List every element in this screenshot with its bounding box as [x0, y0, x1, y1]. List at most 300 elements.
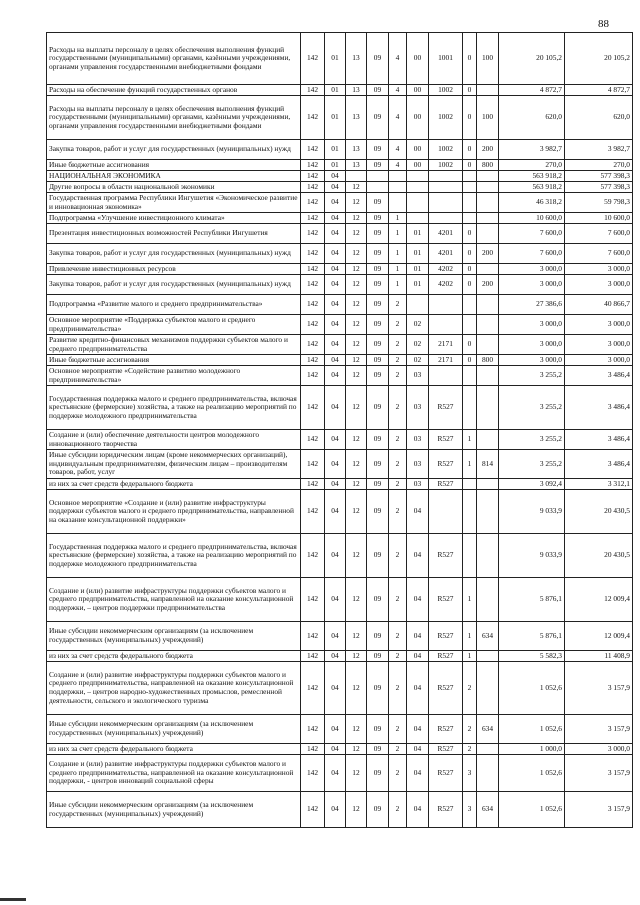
- amount-year-1: 620,0: [499, 96, 565, 140]
- code-subsection: 12: [346, 224, 367, 244]
- amount-year-2: 620,0: [565, 96, 633, 140]
- code-program: [367, 182, 389, 193]
- code-direction: [429, 193, 463, 213]
- code-subprogram: 2: [389, 355, 407, 366]
- code-event: 00: [407, 85, 429, 96]
- code-subsection: 12: [346, 578, 367, 622]
- row-name: Закупка товаров, работ и услуг для государственных (муниципальных) нужд: [47, 275, 301, 295]
- code-direction: R527: [429, 755, 463, 792]
- code-subprogram: [389, 182, 407, 193]
- table-row: [47, 315, 633, 335]
- code-sub: 1: [463, 430, 477, 450]
- code-program: 09: [367, 578, 389, 622]
- code-event: 00: [407, 140, 429, 160]
- code-expense-type: 634: [477, 622, 499, 651]
- code-sub: [463, 171, 477, 182]
- code-program: 09: [367, 366, 389, 386]
- code-sub: [463, 386, 477, 430]
- code-admin: 142: [301, 755, 325, 792]
- code-direction: R527: [429, 578, 463, 622]
- code-direction: 1002: [429, 140, 463, 160]
- amount-year-1: 46 318,2: [499, 193, 565, 213]
- code-subsection: 12: [346, 244, 367, 264]
- code-program: 09: [367, 140, 389, 160]
- code-subprogram: 2: [389, 534, 407, 578]
- amount-year-1: 3 000,0: [499, 355, 565, 366]
- code-subsection: 12: [346, 755, 367, 792]
- amount-year-2: 3 486,4: [565, 366, 633, 386]
- row-name: Создание и (или) развитие инфраструктуры поддержки субъектов малого и среднего предпринимательства, направленной на оказание консультационной поддержки, - центров инноваций социальной сферы: [47, 755, 301, 792]
- code-sub: 1: [463, 450, 477, 479]
- amount-year-1: 3 000,0: [499, 275, 565, 295]
- code-subsection: 13: [346, 85, 367, 96]
- code-sub: [463, 479, 477, 490]
- code-section: 04: [325, 622, 346, 651]
- code-section: 04: [325, 755, 346, 792]
- code-direction: 1002: [429, 85, 463, 96]
- code-event: [407, 171, 429, 182]
- code-admin: 142: [301, 264, 325, 275]
- table-row: [47, 244, 633, 264]
- amount-year-2: 3 000,0: [565, 275, 633, 295]
- code-subprogram: 4: [389, 33, 407, 85]
- code-event: 01: [407, 264, 429, 275]
- amount-year-2: 3 486,4: [565, 430, 633, 450]
- code-program: 09: [367, 224, 389, 244]
- amount-year-2: 3 486,4: [565, 386, 633, 430]
- code-direction: 1002: [429, 96, 463, 140]
- code-direction: [429, 490, 463, 534]
- code-admin: 142: [301, 355, 325, 366]
- code-program: 09: [367, 213, 389, 224]
- code-direction: R527: [429, 430, 463, 450]
- code-subprogram: 2: [389, 430, 407, 450]
- code-subprogram: 4: [389, 96, 407, 140]
- code-subprogram: 2: [389, 366, 407, 386]
- code-sub: 0: [463, 140, 477, 160]
- amount-year-1: 270,0: [499, 160, 565, 171]
- code-subsection: 12: [346, 792, 367, 828]
- code-expense-type: [477, 193, 499, 213]
- code-program: 09: [367, 33, 389, 85]
- code-admin: 142: [301, 479, 325, 490]
- code-admin: 142: [301, 295, 325, 315]
- amount-year-1: 3 255,2: [499, 430, 565, 450]
- code-subprogram: 2: [389, 578, 407, 622]
- code-section: 04: [325, 715, 346, 744]
- code-subprogram: 2: [389, 386, 407, 430]
- table-row: [47, 355, 633, 366]
- code-section: 04: [325, 430, 346, 450]
- code-expense-type: 800: [477, 355, 499, 366]
- amount-year-2: 3 486,4: [565, 450, 633, 479]
- row-name: Создание и (или) развитие инфраструктуры поддержки субъектов малого и среднего предпринимательства, направленной на оказание консультационной поддержки, – центров поддержки предпринимательства: [47, 578, 301, 622]
- amount-year-2: 577 398,3: [565, 182, 633, 193]
- code-direction: [429, 182, 463, 193]
- code-admin: 142: [301, 171, 325, 182]
- code-direction: [429, 315, 463, 335]
- amount-year-2: 20 105,2: [565, 33, 633, 85]
- code-section: 04: [325, 213, 346, 224]
- code-sub: 0: [463, 355, 477, 366]
- amount-year-2: 20 430,5: [565, 534, 633, 578]
- code-subsection: 12: [346, 213, 367, 224]
- code-subprogram: 2: [389, 662, 407, 715]
- code-subsection: 12: [346, 264, 367, 275]
- code-program: 09: [367, 534, 389, 578]
- code-section: 04: [325, 264, 346, 275]
- code-program: 09: [367, 386, 389, 430]
- code-program: 09: [367, 490, 389, 534]
- amount-year-1: 5 876,1: [499, 578, 565, 622]
- code-section: 04: [325, 479, 346, 490]
- code-event: 04: [407, 755, 429, 792]
- code-subprogram: 2: [389, 295, 407, 315]
- code-subsection: 12: [346, 182, 367, 193]
- code-subsection: 12: [346, 295, 367, 315]
- code-sub: [463, 193, 477, 213]
- amount-year-1: 3 000,0: [499, 264, 565, 275]
- code-sub: 3: [463, 755, 477, 792]
- amount-year-1: 3 255,2: [499, 366, 565, 386]
- table-row: [47, 430, 633, 450]
- amount-year-1: 3 092,4: [499, 479, 565, 490]
- budget-table: [46, 32, 633, 828]
- code-program: 09: [367, 430, 389, 450]
- amount-year-2: 12 009,4: [565, 622, 633, 651]
- code-expense-type: [477, 662, 499, 715]
- code-direction: R527: [429, 715, 463, 744]
- row-name: Расходы на обеспечение функций государственных органов: [47, 85, 301, 96]
- code-subsection: 12: [346, 430, 367, 450]
- code-section: 04: [325, 744, 346, 755]
- amount-year-2: 7 600,0: [565, 224, 633, 244]
- code-expense-type: [477, 224, 499, 244]
- table-row: [47, 366, 633, 386]
- row-name: Подпрограмма «Развитие малого и среднего предпринимательства»: [47, 295, 301, 315]
- code-event: 01: [407, 244, 429, 264]
- code-admin: 142: [301, 651, 325, 662]
- code-expense-type: 814: [477, 450, 499, 479]
- code-subprogram: 2: [389, 792, 407, 828]
- row-name: Иные субсидии некоммерческим организациям (за исключением государственных (муниципальных) учреждений): [47, 792, 301, 828]
- code-direction: [429, 171, 463, 182]
- code-section: 01: [325, 140, 346, 160]
- row-name: Государственная поддержка малого и среднего предпринимательства, включая крестьянские (фермерские) хозяйства, а также на реализацию мероприятий по поддержке молодежного предпринимательства: [47, 386, 301, 430]
- code-event: [407, 182, 429, 193]
- amount-year-1: 7 600,0: [499, 244, 565, 264]
- table-row: [47, 182, 633, 193]
- code-section: 04: [325, 450, 346, 479]
- code-sub: 0: [463, 224, 477, 244]
- code-expense-type: [477, 386, 499, 430]
- code-direction: 1002: [429, 160, 463, 171]
- code-event: 03: [407, 386, 429, 430]
- amount-year-2: 3 157,9: [565, 755, 633, 792]
- table-row: [47, 140, 633, 160]
- code-subsection: 12: [346, 366, 367, 386]
- code-sub: 0: [463, 85, 477, 96]
- code-event: [407, 193, 429, 213]
- amount-year-2: 10 600,0: [565, 213, 633, 224]
- row-name: Привлечение инвестиционных ресурсов: [47, 264, 301, 275]
- code-subsection: 13: [346, 140, 367, 160]
- code-sub: 0: [463, 244, 477, 264]
- code-sub: [463, 366, 477, 386]
- row-name: Иные субсидии юридическим лицам (кроме некоммерческих организаций), индивидуальным предпринимателям, физическим лицам – производителям товаров, работ, услуг: [47, 450, 301, 479]
- code-sub: 1: [463, 651, 477, 662]
- code-event: [407, 295, 429, 315]
- code-subsection: 12: [346, 715, 367, 744]
- table-row: [47, 578, 633, 622]
- amount-year-2: 20 430,5: [565, 490, 633, 534]
- row-name: Основное мероприятие «Содействие развитию молодежного предпринимательства»: [47, 366, 301, 386]
- code-event: 03: [407, 479, 429, 490]
- code-subsection: 12: [346, 275, 367, 295]
- code-subprogram: 2: [389, 490, 407, 534]
- amount-year-1: 4 872,7: [499, 85, 565, 96]
- code-expense-type: [477, 578, 499, 622]
- code-program: 09: [367, 264, 389, 275]
- amount-year-1: 1 052,6: [499, 792, 565, 828]
- code-expense-type: [477, 430, 499, 450]
- table-row: [47, 171, 633, 182]
- code-event: 04: [407, 651, 429, 662]
- code-section: 04: [325, 275, 346, 295]
- code-subprogram: 1: [389, 213, 407, 224]
- code-subsection: 12: [346, 479, 367, 490]
- code-subprogram: [389, 193, 407, 213]
- table-row: [47, 160, 633, 171]
- amount-year-1: 3 000,0: [499, 335, 565, 355]
- code-direction: R527: [429, 651, 463, 662]
- code-admin: 142: [301, 450, 325, 479]
- code-sub: 1: [463, 622, 477, 651]
- code-section: 04: [325, 171, 346, 182]
- code-program: 09: [367, 244, 389, 264]
- code-expense-type: 634: [477, 792, 499, 828]
- code-expense-type: [477, 85, 499, 96]
- code-subsection: 12: [346, 315, 367, 335]
- code-subprogram: 2: [389, 450, 407, 479]
- code-expense-type: 100: [477, 96, 499, 140]
- code-sub: 0: [463, 264, 477, 275]
- code-event: 04: [407, 534, 429, 578]
- code-direction: R527: [429, 744, 463, 755]
- code-sub: 2: [463, 744, 477, 755]
- code-expense-type: [477, 479, 499, 490]
- code-direction: R527: [429, 534, 463, 578]
- code-section: 04: [325, 315, 346, 335]
- code-section: 04: [325, 335, 346, 355]
- code-program: 09: [367, 193, 389, 213]
- code-program: 09: [367, 792, 389, 828]
- scan-mark: [0, 898, 26, 901]
- amount-year-2: 3 157,9: [565, 715, 633, 744]
- code-subsection: 12: [346, 335, 367, 355]
- row-name: Иные бюджетные ассигнования: [47, 160, 301, 171]
- code-event: 04: [407, 490, 429, 534]
- amount-year-2: 3 000,0: [565, 264, 633, 275]
- code-expense-type: [477, 182, 499, 193]
- code-admin: 142: [301, 182, 325, 193]
- code-expense-type: 634: [477, 715, 499, 744]
- row-name: НАЦИОНАЛЬНАЯ ЭКОНОМИКА: [47, 171, 301, 182]
- code-sub: 3: [463, 792, 477, 828]
- code-expense-type: [477, 366, 499, 386]
- code-subsection: 13: [346, 33, 367, 85]
- code-event: 04: [407, 578, 429, 622]
- table-row: [47, 264, 633, 275]
- code-subprogram: 1: [389, 244, 407, 264]
- code-event: 03: [407, 430, 429, 450]
- code-section: 01: [325, 160, 346, 171]
- row-name: Расходы на выплаты персоналу в целях обеспечения выполнения функций государственными (муниципальными) органами, казёнными учреждениями, органами управления государственными внебюджетными фондами: [47, 33, 301, 85]
- code-admin: 142: [301, 140, 325, 160]
- code-expense-type: 200: [477, 275, 499, 295]
- code-sub: [463, 213, 477, 224]
- table-row: [47, 651, 633, 662]
- code-direction: R527: [429, 662, 463, 715]
- code-admin: 142: [301, 85, 325, 96]
- amount-year-2: 12 009,4: [565, 578, 633, 622]
- code-admin: 142: [301, 578, 325, 622]
- code-event: 04: [407, 622, 429, 651]
- code-sub: [463, 534, 477, 578]
- code-subprogram: 2: [389, 315, 407, 335]
- code-section: 04: [325, 578, 346, 622]
- code-program: 09: [367, 295, 389, 315]
- code-subprogram: 1: [389, 264, 407, 275]
- amount-year-1: 1 052,6: [499, 755, 565, 792]
- row-name: Государственная поддержка малого и среднего предпринимательства, включая крестьянские (фермерские) хозяйства, а также на реализацию мероприятий по поддержке молодежного предпринимательства: [47, 534, 301, 578]
- amount-year-2: 3 000,0: [565, 335, 633, 355]
- amount-year-2: 3 000,0: [565, 355, 633, 366]
- row-name: Основное мероприятие «Поддержка субъектов малого и среднего предпринимательства»: [47, 315, 301, 335]
- code-admin: 142: [301, 622, 325, 651]
- row-name: Основное мероприятие «Создание и (или) развитие инфраструктуры поддержки субъектов малого и среднего предпринимательства, направленной на оказание консультационной поддержки»: [47, 490, 301, 534]
- code-program: 09: [367, 160, 389, 171]
- code-subsection: [346, 171, 367, 182]
- code-event: [407, 213, 429, 224]
- code-subprogram: 1: [389, 275, 407, 295]
- code-program: 09: [367, 622, 389, 651]
- code-expense-type: 200: [477, 140, 499, 160]
- code-program: 09: [367, 335, 389, 355]
- code-event: 02: [407, 355, 429, 366]
- amount-year-1: 3 255,2: [499, 386, 565, 430]
- code-program: 09: [367, 85, 389, 96]
- table-row: [47, 715, 633, 744]
- table-row: [47, 490, 633, 534]
- table-row: [47, 33, 633, 85]
- code-subsection: 12: [346, 386, 367, 430]
- amount-year-2: 7 600,0: [565, 244, 633, 264]
- code-subsection: 12: [346, 651, 367, 662]
- code-event: 02: [407, 335, 429, 355]
- code-direction: 4201: [429, 244, 463, 264]
- code-sub: 1: [463, 578, 477, 622]
- amount-year-2: 59 798,3: [565, 193, 633, 213]
- code-event: 04: [407, 715, 429, 744]
- code-admin: 142: [301, 160, 325, 171]
- row-name: Создание и (или) развитие инфраструктуры поддержки субъектов малого и среднего предпринимательства, направленной на оказание консультационной поддержки, – центров народно-художественных промыслов, ремесленной деятельности, сельского и экологического туризма: [47, 662, 301, 715]
- code-subprogram: 2: [389, 755, 407, 792]
- amount-year-1: 563 918,2: [499, 182, 565, 193]
- code-event: 04: [407, 792, 429, 828]
- amount-year-2: 3 312,1: [565, 479, 633, 490]
- amount-year-1: 1 052,6: [499, 715, 565, 744]
- code-section: 01: [325, 33, 346, 85]
- row-name: Закупка товаров, работ и услуг для государственных (муниципальных) нужд: [47, 244, 301, 264]
- code-expense-type: 800: [477, 160, 499, 171]
- code-event: 01: [407, 275, 429, 295]
- code-admin: 142: [301, 792, 325, 828]
- code-direction: 4202: [429, 264, 463, 275]
- code-program: 09: [367, 275, 389, 295]
- code-subsection: 12: [346, 662, 367, 715]
- code-subprogram: 2: [389, 335, 407, 355]
- amount-year-2: 577 398,3: [565, 171, 633, 182]
- code-subprogram: 2: [389, 651, 407, 662]
- amount-year-1: 1 052,6: [499, 662, 565, 715]
- code-section: 04: [325, 244, 346, 264]
- code-subprogram: 2: [389, 479, 407, 490]
- amount-year-2: 4 872,7: [565, 85, 633, 96]
- code-program: 09: [367, 450, 389, 479]
- code-section: 04: [325, 662, 346, 715]
- code-admin: 142: [301, 744, 325, 755]
- code-admin: 142: [301, 315, 325, 335]
- code-admin: 142: [301, 490, 325, 534]
- code-program: 09: [367, 755, 389, 792]
- amount-year-1: 5 876,1: [499, 622, 565, 651]
- code-direction: R527: [429, 479, 463, 490]
- code-event: 04: [407, 744, 429, 755]
- row-name: Презентация инвестиционных возможностей Республики Ингушетия: [47, 224, 301, 244]
- code-expense-type: [477, 335, 499, 355]
- table-row: [47, 386, 633, 430]
- code-sub: 2: [463, 662, 477, 715]
- code-section: 04: [325, 224, 346, 244]
- row-name: из них за счет средств федерального бюджета: [47, 651, 301, 662]
- code-program: 09: [367, 355, 389, 366]
- table-row: [47, 275, 633, 295]
- table-row: [47, 744, 633, 755]
- code-sub: 0: [463, 96, 477, 140]
- code-admin: 142: [301, 213, 325, 224]
- code-sub: 0: [463, 33, 477, 85]
- code-sub: 0: [463, 335, 477, 355]
- amount-year-1: 7 600,0: [499, 224, 565, 244]
- code-expense-type: [477, 534, 499, 578]
- code-subsection: 13: [346, 96, 367, 140]
- code-event: 00: [407, 96, 429, 140]
- amount-year-2: 3 000,0: [565, 315, 633, 335]
- amount-year-1: 3 000,0: [499, 315, 565, 335]
- row-name: из них за счет средств федерального бюджета: [47, 744, 301, 755]
- code-sub: 0: [463, 275, 477, 295]
- row-name: Расходы на выплаты персоналу в целях обеспечения выполнения функций государственными (муниципальными) органами, казёнными учреждениями, органами управления государственными внебюджетными фондами: [47, 96, 301, 140]
- amount-year-1: 563 918,2: [499, 171, 565, 182]
- code-admin: 142: [301, 275, 325, 295]
- table-row: [47, 534, 633, 578]
- code-section: 04: [325, 792, 346, 828]
- table-row: [47, 224, 633, 244]
- code-expense-type: [477, 171, 499, 182]
- code-admin: 142: [301, 244, 325, 264]
- code-expense-type: 100: [477, 33, 499, 85]
